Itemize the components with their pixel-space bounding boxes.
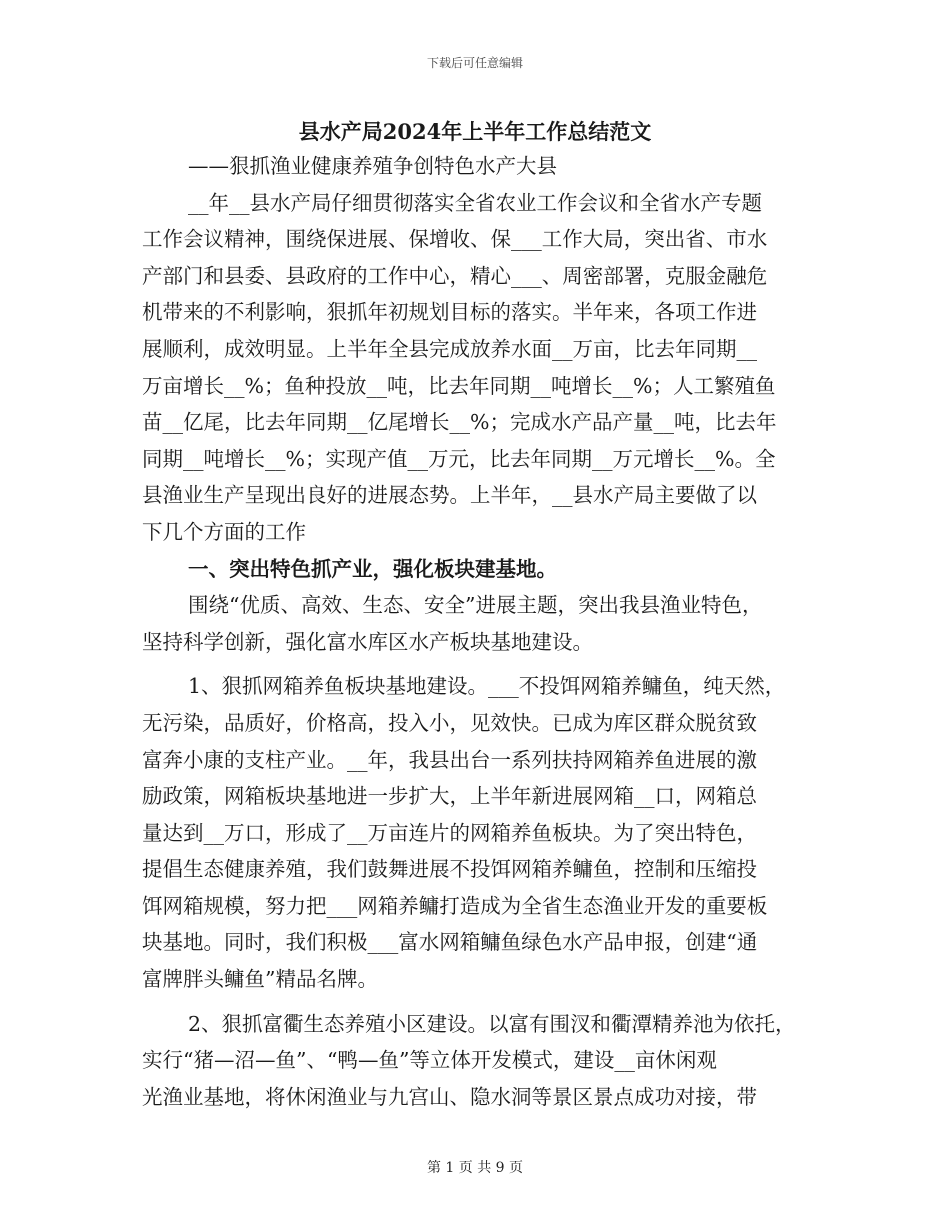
text-line: 产部门和县委、县政府的工作中心，精心___、周密部署，克服金融危 <box>142 263 768 288</box>
text-line: 光渔业基地，将休闲渔业与九宫山、隐水洞等景区景点成功对接，带 <box>142 1084 757 1109</box>
text-line: 无污染，品质好，价格高，投入小，见效快。已成为库区群众脱贫致 <box>142 710 757 735</box>
text-line: 实行“猪—沼—鱼”、“鸭—鱼”等立体开发模式，建设__亩休闲观 <box>142 1048 717 1073</box>
text-line: 下几个方面的工作 <box>142 519 306 544</box>
text-line: 块基地。同时，我们积极___富水网箱鳙鱼绿色水产品申报，创建“通 <box>142 930 758 955</box>
text-line: 机带来的不利影响，狠抓年初规划目标的落实。半年来，各项工作进 <box>142 300 757 325</box>
text-line: __年__县水产局仔细贯彻落实全省农业工作会议和全省水产专题 <box>188 190 762 215</box>
text-line: 富奔小康的支柱产业。__年，我县出台一系列扶持网箱养鱼进展的激 <box>142 747 757 772</box>
page-header: 下载后可任意编辑 <box>426 56 523 70</box>
text-line: 展顺利，成效明显。上半年全县完成放养水面__万亩，比去年同期__ <box>142 336 757 361</box>
text-line: 同期__吨增长__%；实现产值__万元，比去年同期__万元增长__%。全 <box>142 446 776 471</box>
page-footer: 第 1 页 共 9 页 <box>426 1160 524 1176</box>
text-line: 励政策，网箱板块基地进一步扩大，上半年新进展网箱__口，网箱总 <box>142 784 757 809</box>
text-line: 富牌胖头鳙鱼”精品名牌。 <box>142 967 378 992</box>
text-line: 工作会议精神，围绕保进展、保增收、保___工作大局，突出省、市水 <box>142 227 768 252</box>
text-line: 坚持科学创新，强化富水库区水产板块基地建设。 <box>142 629 593 654</box>
paragraph-gap <box>142 660 814 668</box>
section-heading-line: 一、突出特色抓产业，强化板块建基地。 <box>188 556 557 581</box>
text-line: 1、狠抓网箱养鱼板块基地建设。___不投饵网箱养鳙鱼，纯天然， <box>188 674 786 699</box>
text-line: 饵网箱规模，努力把___网箱养鳙打造成为全省生态渔业开发的重要板 <box>142 893 768 918</box>
document-title: 县水产局2024年上半年工作总结范文 <box>298 119 652 144</box>
text-line: 苗__亿尾，比去年同期__亿尾增长__%；完成水产品产量__吨，比去年 <box>142 410 777 435</box>
text-line: 提倡生态健康养殖，我们鼓舞进展不投饵网箱养鳙鱼，控制和压缩投 <box>142 857 757 882</box>
document-body <box>142 148 814 1115</box>
text-line: ——狠抓渔业健康养殖争创特色水产大县 <box>188 154 557 178</box>
text-line: 量达到__万口，形成了__万亩连片的网箱养鱼板块。为了突出特色， <box>142 820 757 845</box>
text-line: 2、狠抓富衢生态养殖小区建设。以富有围汊和衢潭精养池为依托， <box>188 1011 796 1036</box>
text-line: 县渔业生产呈现出良好的进展态势。上半年，__县水产局主要做了以 <box>142 483 757 508</box>
paragraph-gap <box>142 998 814 1006</box>
text-line: 围绕“优质、高效、生态、安全”进展主题，突出我县渔业特色， <box>188 593 763 618</box>
text-line: 万亩增长__%；鱼种投放__吨，比去年同期__吨增长__%；人工繁殖鱼 <box>142 373 776 398</box>
